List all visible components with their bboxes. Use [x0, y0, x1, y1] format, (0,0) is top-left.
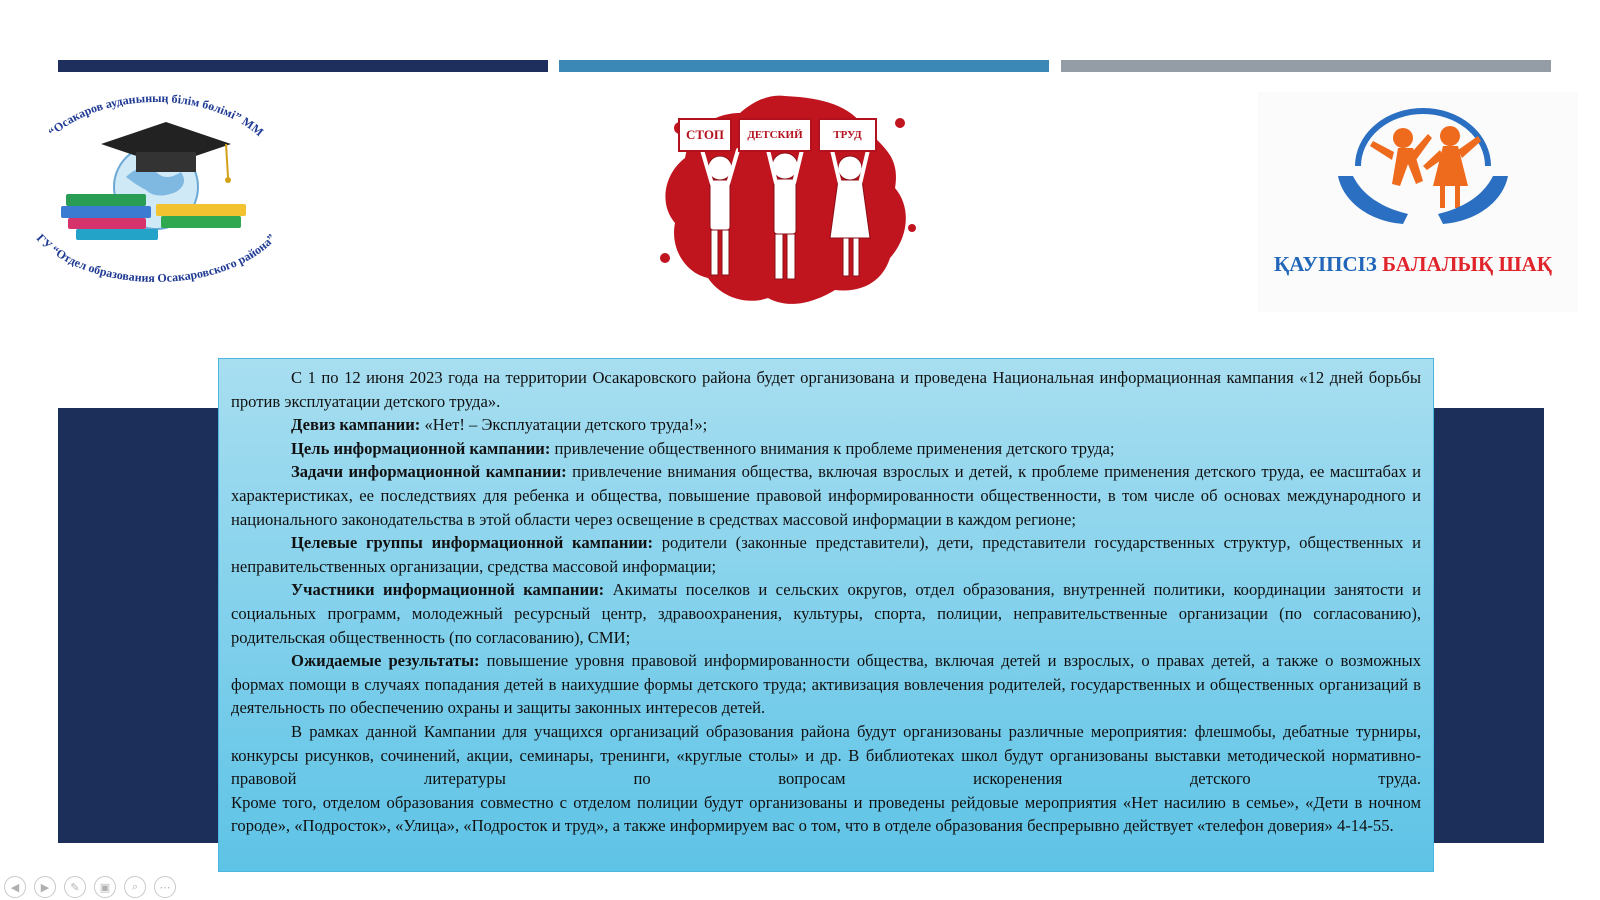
- previous-icon[interactable]: ◀: [4, 876, 26, 898]
- results-text: повышение уровня правовой информированности общества, включая детей и взрослых, о правах детей, а также о возможных формах помощи в случаях попадания детей в наихудшие формы детского труда; активизация вовлечения родителей, государственных и общественных организаций в деятельность по обеспечению охраны и защиты законных интересов детей.: [231, 651, 1421, 718]
- sign-child: ДЕТСКИЙ: [738, 118, 812, 152]
- motto-text: «Нет! – Эксплуатации детского труда!»;: [420, 415, 708, 435]
- participants-label: Участники информационной кампании:: [291, 580, 605, 600]
- top-bar-blue: [559, 60, 1049, 72]
- participants-paragraph: [231, 578, 1421, 649]
- brand-part-safe: ҚАУІПСІЗ: [1274, 252, 1377, 276]
- campaign-text-box: [218, 358, 1434, 872]
- hands-children-graphic: [1328, 106, 1518, 236]
- goal-paragraph: [231, 437, 1421, 461]
- zoom-icon[interactable]: ⌕: [124, 876, 146, 898]
- results-paragraph: [231, 649, 1421, 720]
- slideshow-toolbar: [4, 876, 176, 898]
- goal-text: привлечение общественного внимания к проблеме применения детского труда;: [550, 438, 1115, 458]
- top-bar-navy: [58, 60, 548, 72]
- intro-paragraph: С 1 по 12 июня 2023 года на территории Осакаровского района будет организована и проведена Национальная информационная кампания «12 дней борьбы против эксплуатации детского труда».: [231, 368, 1421, 411]
- target-groups-paragraph: [231, 531, 1421, 578]
- tasks-paragraph: [231, 460, 1421, 531]
- target-groups-text: родители (законные представители), дети, представители государственных структур, общественных и неправительственных организации, средства массовой информации;: [231, 533, 1421, 576]
- emblem-top-text: “Осакаров ауданының білім бөлімі” ММ: [45, 90, 267, 140]
- education-department-emblem: [6, 82, 306, 282]
- brand-title: [1274, 252, 1574, 277]
- results-label: Ожидаемые результаты:: [291, 651, 480, 671]
- motto-label: Девиз кампании:: [291, 415, 421, 435]
- safe-childhood-logo: [1258, 92, 1578, 312]
- more-icon[interactable]: ⋯: [154, 876, 176, 898]
- slides-icon[interactable]: ▣: [94, 876, 116, 898]
- pen-icon[interactable]: ✎: [64, 876, 86, 898]
- sign-stop: СТОП: [678, 118, 732, 152]
- target-groups-label: Целевые группы информационной кампании:: [291, 533, 654, 553]
- goal-label: Цель информационной кампании:: [291, 438, 551, 458]
- raids-paragraph: Кроме того, отделом образования совместно с отделом полиции будут организованы и проведены рейдовые мероприятия «Нет насилию в семье», «Дети в ночном городе», «Подросток», «Улица», «Подросток и труд», а также информируем вас о том, что в отделе образования беспрерывно действует «телефон доверия» 4-14-55.: [231, 792, 1421, 836]
- tasks-label: Задачи информационной кампании:: [291, 462, 567, 482]
- participants-text: Акиматы поселков и сельских округов, отдел образования, внутренней политики, координации занятости и социальных программ, молодежный ресурсный центр, здравоохранения, культуры, спорта, полиции, неправительственные организации (по согласованию), родительская общественность (по согласованию), СМИ;: [231, 580, 1421, 647]
- motto-paragraph: [231, 413, 1421, 437]
- stop-child-labor-logo: [650, 88, 920, 313]
- next-icon[interactable]: ▶: [34, 876, 56, 898]
- brand-part-childhood: БАЛАЛЫҚ ШАҚ: [1382, 252, 1552, 276]
- emblem-bottom-text: ГУ “Отдел образования Осакаровского района”: [33, 231, 279, 282]
- events-paragraph: В рамках данной Кампании для учащихся организаций образования района будут организованы различные мероприятия: флешмобы, дебатные турниры, конкурсы рисунков, сочинений, акции, семинары, тренинги, «круглые столы» и др. В библиотеках школ будут организованы выставки методической нормативно-правовой литературы по вопросам искоренения детского труда.: [231, 721, 1421, 789]
- emblem-graphic: [6, 82, 306, 282]
- tasks-text: привлечение внимания общества, включая взрослых и детей, к проблеме применения детского труда, ее масштабах и характеристиках, ее последствиях для ребенка и общества, повышение правовой информированности общественности, в том числе об основах международного и национального законодательства в этой области через освещение в средствах массовой информации в каждом регионе;: [231, 462, 1421, 529]
- top-bar-grey: [1061, 60, 1551, 72]
- sign-labor: ТРУД: [818, 118, 877, 152]
